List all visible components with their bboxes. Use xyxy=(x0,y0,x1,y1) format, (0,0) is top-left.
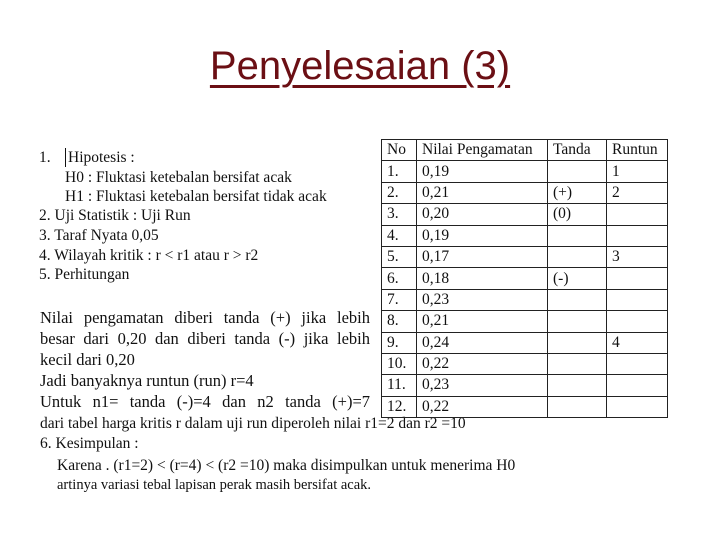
table-row xyxy=(382,246,668,267)
cell-sign: (-) xyxy=(548,268,607,289)
hypothesis-h0: H0 : Fluktasi ketebalan bersifat acak xyxy=(65,169,292,186)
cell-value: 0,19 xyxy=(417,161,548,182)
cell-no: 7. xyxy=(382,289,417,310)
cell-run: 4 xyxy=(607,332,668,353)
cell-run xyxy=(607,289,668,310)
header-no: No xyxy=(382,140,417,161)
table-row xyxy=(382,353,668,374)
table-row xyxy=(382,396,668,417)
cell-sign xyxy=(548,246,607,267)
cell-value: 0,17 xyxy=(417,246,548,267)
explanation-line-1: Nilai pengamatan diberi tanda (+) jika lebih xyxy=(40,308,370,327)
cell-sign xyxy=(548,161,607,182)
cell-no: 8. xyxy=(382,311,417,332)
conclusion-line-1: Karena . (r1=2) < (r=4) < (r2 =10) maka disimpulkan untuk menerima H0 xyxy=(57,457,516,474)
cell-run: 1 xyxy=(607,161,668,182)
table-row xyxy=(382,332,668,353)
cell-run xyxy=(607,204,668,225)
explanation-line-4: Jadi banyaknya runtun (run) r=4 xyxy=(40,371,254,390)
cell-no: 5. xyxy=(382,246,417,267)
cell-run xyxy=(607,311,668,332)
cell-no: 2. xyxy=(382,182,417,203)
table-row xyxy=(382,204,668,225)
step-4: 4. Wilayah kritik : r < r1 atau r > r2 xyxy=(39,247,259,264)
cell-value: 0,18 xyxy=(417,268,548,289)
explanation-line-6: dari tabel harga kritis r dalam uji run diperoleh nilai r1=2 dan r2 =10 xyxy=(40,415,466,432)
cell-value: 0,22 xyxy=(417,353,548,374)
cell-sign xyxy=(548,225,607,246)
cell-sign xyxy=(548,396,607,417)
cell-run xyxy=(607,375,668,396)
cell-sign xyxy=(548,289,607,310)
table-header-row xyxy=(382,140,668,161)
cell-no: 12. xyxy=(382,396,417,417)
cell-no: 11. xyxy=(382,375,417,396)
header-nilai-pengamatan: Nilai Pengamatan xyxy=(417,140,548,161)
header-tanda: Tanda xyxy=(548,140,607,161)
cell-sign xyxy=(548,311,607,332)
table-row xyxy=(382,311,668,332)
cell-sign: (0) xyxy=(548,204,607,225)
cell-no: 10. xyxy=(382,353,417,374)
cell-no: 9. xyxy=(382,332,417,353)
explanation-line-5: Untuk n1= tanda (-)=4 dan n2 tanda (+)=7 xyxy=(40,392,370,411)
page-title: Penyelesaian (3) xyxy=(209,44,511,88)
cell-value: 0,23 xyxy=(417,289,548,310)
cell-run xyxy=(607,268,668,289)
step-5: 5. Perhitungan xyxy=(39,266,130,283)
step-1-number: 1. xyxy=(39,149,51,166)
cell-run xyxy=(607,396,668,417)
table-row xyxy=(382,161,668,182)
cell-no: 6. xyxy=(382,268,417,289)
table-row xyxy=(382,289,668,310)
step-3: 3. Taraf Nyata 0,05 xyxy=(39,227,159,244)
conclusion-line-2: artinya variasi tebal lapisan perak masih bersifat acak. xyxy=(57,477,372,493)
table-row xyxy=(382,225,668,246)
explanation-line-2: besar dari 0,20 dan diberi tanda (-) jika lebih xyxy=(40,329,370,348)
cell-value: 0,21 xyxy=(417,311,548,332)
hypothesis-h1: H1 : Fluktasi ketebalan bersifat tidak acak xyxy=(65,188,327,205)
table-row xyxy=(382,268,668,289)
cell-run xyxy=(607,225,668,246)
cell-run: 2 xyxy=(607,182,668,203)
table-row xyxy=(382,375,668,396)
step-2: 2. Uji Statistik : Uji Run xyxy=(39,207,191,224)
cell-value: 0,21 xyxy=(417,182,548,203)
step-1-label: Hipotesis : xyxy=(65,148,135,167)
observation-table xyxy=(381,139,668,418)
cell-sign: (+) xyxy=(548,182,607,203)
cell-sign xyxy=(548,353,607,374)
cell-value: 0,24 xyxy=(417,332,548,353)
explanation-line-3: kecil dari 0,20 xyxy=(40,350,135,369)
cell-run: 3 xyxy=(607,246,668,267)
cell-value: 0,20 xyxy=(417,204,548,225)
cell-no: 4. xyxy=(382,225,417,246)
cell-value: 0,23 xyxy=(417,375,548,396)
cell-sign xyxy=(548,375,607,396)
conclusion-heading: 6. Kesimpulan : xyxy=(40,435,139,452)
cell-value: 0,19 xyxy=(417,225,548,246)
cell-sign xyxy=(548,332,607,353)
cell-no: 1. xyxy=(382,161,417,182)
table-row xyxy=(382,182,668,203)
cell-run xyxy=(607,353,668,374)
cell-value: 0,22 xyxy=(417,396,548,417)
header-runtun: Runtun xyxy=(607,140,668,161)
cell-no: 3. xyxy=(382,204,417,225)
